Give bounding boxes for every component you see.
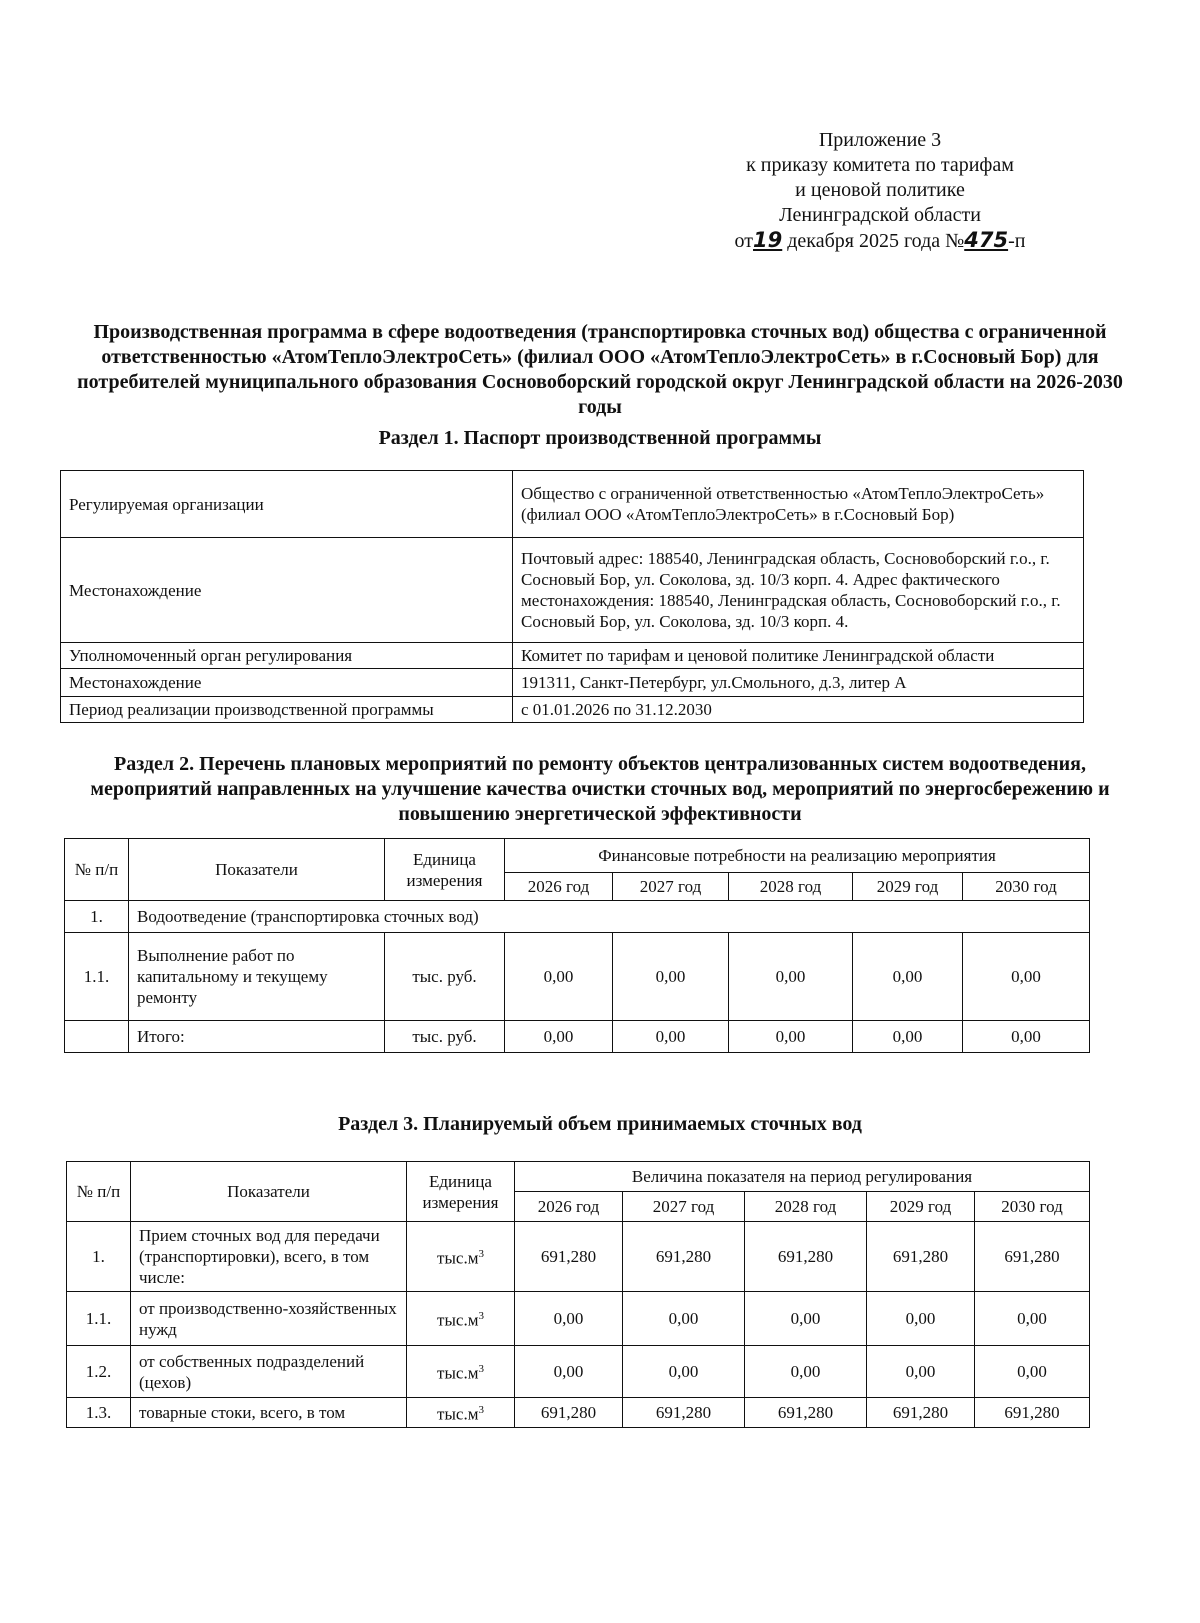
value-cell: 0,00 xyxy=(505,1021,613,1053)
value-cell: 691,280 xyxy=(745,1222,867,1292)
table-row xyxy=(61,643,1084,669)
handwritten-number: 475 xyxy=(964,228,1009,252)
unit-superscript: 3 xyxy=(478,1248,484,1261)
row-num: 1.1. xyxy=(65,933,129,1021)
unit-text: тыс.м xyxy=(437,1404,479,1424)
date-mid: декабря 2025 года № xyxy=(787,230,965,252)
col-header-year: 2030 год xyxy=(963,873,1090,901)
row-label: от производственно-хозяйственных нужд xyxy=(131,1292,407,1346)
passport-table xyxy=(60,470,1084,723)
col-header-num: № п/п xyxy=(67,1162,131,1222)
value-cell: 0,00 xyxy=(745,1292,867,1346)
value-cell: 0,00 xyxy=(729,1021,853,1053)
value-cell: 0,00 xyxy=(867,1346,975,1398)
value-cell: 0,00 xyxy=(853,1021,963,1053)
col-header-year: 2027 год xyxy=(613,873,729,901)
appendix-line: Ленинградской области xyxy=(779,204,981,226)
row-unit xyxy=(407,1346,515,1398)
value-cell: 691,280 xyxy=(623,1222,745,1292)
row-label: Выполнение работ по капитальному и текущему ремонту xyxy=(129,933,385,1021)
unit-superscript: 3 xyxy=(478,1363,484,1376)
row-label: Прием сточных вод для передачи (транспортировки), всего, в том числе: xyxy=(131,1222,407,1292)
row-unit: тыс. руб. xyxy=(385,1021,505,1053)
group-label: Водоотведение (транспортировка сточных вод) xyxy=(129,901,1090,933)
value-cell: 0,00 xyxy=(975,1292,1090,1346)
passport-label: Регулируемая организации xyxy=(61,471,513,538)
table-row xyxy=(67,1346,1090,1398)
row-label: Итого: xyxy=(129,1021,385,1053)
row-num: 1.3. xyxy=(67,1398,131,1428)
col-header-year: 2027 год xyxy=(623,1192,745,1222)
unit-text: тыс.м xyxy=(437,1363,479,1383)
appendix-line: и ценовой политике xyxy=(795,179,965,201)
section1-heading: Раздел 1. Паспорт производственной программы xyxy=(378,427,822,449)
value-cell: 0,00 xyxy=(623,1292,745,1346)
col-header-year: 2026 год xyxy=(515,1192,623,1222)
group-row xyxy=(65,901,1090,933)
passport-label: Уполномоченный орган регулирования xyxy=(61,643,513,669)
order-date-line xyxy=(690,228,1070,254)
appendix-line: Приложение 3 xyxy=(818,129,942,151)
table-row xyxy=(61,697,1084,723)
row-num: 1.1. xyxy=(67,1292,131,1346)
table-row xyxy=(65,933,1090,1021)
col-header-year: 2029 год xyxy=(853,873,963,901)
value-cell: 0,00 xyxy=(623,1346,745,1398)
col-header-indicator: Показатели xyxy=(131,1162,407,1222)
value-cell: 691,280 xyxy=(867,1222,975,1292)
passport-value: Общество с ограниченной ответственностью «АтомТеплоЭлектроСеть» (филиал ООО «АтомТеплоЭлектроСеть» в г.Сосновый Бор) xyxy=(513,471,1084,538)
unit-superscript: 3 xyxy=(478,1310,484,1323)
row-num xyxy=(65,1021,129,1053)
value-cell: 0,00 xyxy=(613,1021,729,1053)
unit-text: тыс.м xyxy=(437,1248,479,1268)
col-header-year: 2030 год xyxy=(975,1192,1090,1222)
col-header-unit: Единица измерения xyxy=(385,839,505,901)
row-num: 1. xyxy=(65,901,129,933)
appendix-header xyxy=(690,128,1070,254)
col-header-year: 2026 год xyxy=(505,873,613,901)
row-unit xyxy=(407,1222,515,1292)
passport-label: Местонахождение xyxy=(61,669,513,697)
row-num: 1.2. xyxy=(67,1346,131,1398)
repair-measures-table xyxy=(64,838,1090,1053)
total-row xyxy=(65,1021,1090,1053)
value-cell: 691,280 xyxy=(867,1398,975,1428)
value-cell: 0,00 xyxy=(867,1292,975,1346)
passport-label: Период реализации производственной программы xyxy=(61,697,513,723)
row-unit xyxy=(407,1292,515,1346)
table-row xyxy=(67,1398,1090,1428)
handwritten-day: 19 xyxy=(753,228,783,252)
col-header-group: Величина показателя на период регулирования xyxy=(515,1162,1090,1192)
value-cell: 0,00 xyxy=(729,933,853,1021)
row-num: 1. xyxy=(67,1222,131,1292)
table-row xyxy=(61,669,1084,697)
passport-value: Комитет по тарифам и ценовой политике Ленинградской области xyxy=(513,643,1084,669)
row-label: от собственных подразделений (цехов) xyxy=(131,1346,407,1398)
col-header-num: № п/п xyxy=(65,839,129,901)
appendix-line: к приказу комитета по тарифам xyxy=(746,154,1014,176)
value-cell: 0,00 xyxy=(975,1346,1090,1398)
unit-superscript: 3 xyxy=(478,1404,484,1417)
number-suffix: -п xyxy=(1008,230,1026,252)
value-cell: 0,00 xyxy=(963,1021,1090,1053)
value-cell: 691,280 xyxy=(515,1222,623,1292)
value-cell: 0,00 xyxy=(853,933,963,1021)
row-label: товарные стоки, всего, в том xyxy=(131,1398,407,1428)
wastewater-volume-table xyxy=(66,1161,1090,1428)
value-cell: 691,280 xyxy=(975,1222,1090,1292)
date-prefix: от xyxy=(734,230,754,252)
row-unit xyxy=(407,1398,515,1428)
col-header-year: 2029 год xyxy=(867,1192,975,1222)
col-header-unit: Единица измерения xyxy=(407,1162,515,1222)
table-row xyxy=(67,1292,1090,1346)
passport-value: 191311, Санкт-Петербург, ул.Смольного, д.3, литер А xyxy=(513,669,1084,697)
col-header-year: 2028 год xyxy=(729,873,853,901)
value-cell: 691,280 xyxy=(515,1398,623,1428)
value-cell: 0,00 xyxy=(963,933,1090,1021)
col-header-group: Финансовые потребности на реализацию мероприятия xyxy=(505,839,1090,873)
section2-heading: Раздел 2. Перечень плановых мероприятий по ремонту объектов централизованных систем водоотведения, мероприятий направленных на улучшение качества очистки сточных вод, мероприятий по энергосбережению и повышению энергетической эффективности xyxy=(90,753,1110,825)
passport-value: с 01.01.2026 по 31.12.2030 xyxy=(513,697,1084,723)
value-cell: 0,00 xyxy=(515,1346,623,1398)
header-row xyxy=(65,839,1090,873)
col-header-indicator: Показатели xyxy=(129,839,385,901)
value-cell: 691,280 xyxy=(745,1398,867,1428)
passport-label: Местонахождение xyxy=(61,538,513,643)
value-cell: 0,00 xyxy=(745,1346,867,1398)
value-cell: 0,00 xyxy=(613,933,729,1021)
value-cell: 691,280 xyxy=(623,1398,745,1428)
value-cell: 0,00 xyxy=(515,1292,623,1346)
value-cell: 691,280 xyxy=(975,1398,1090,1428)
section3-heading: Раздел 3. Планируемый объем принимаемых сточных вод xyxy=(338,1113,862,1135)
table-row xyxy=(61,538,1084,643)
value-cell: 0,00 xyxy=(505,933,613,1021)
header-row xyxy=(67,1162,1090,1192)
table-row xyxy=(61,471,1084,538)
table-row xyxy=(67,1222,1090,1292)
document-title: Производственная программа в сфере водоотведения (транспортировка сточных вод) общества с ограниченной ответственностью «АтомТеплоЭлектроСеть» (филиал ООО «АтомТеплоЭлектроСеть» в г.Сосновый Бор) для потребителей муниципального образования Сосновоборский городской округ Ленинградской области на 2026-2030 годы xyxy=(77,321,1123,418)
row-unit: тыс. руб. xyxy=(385,933,505,1021)
unit-text: тыс.м xyxy=(437,1310,479,1330)
passport-value: Почтовый адрес: 188540, Ленинградская область, Сосновоборский г.о., г. Сосновый Бор, ул. Соколова, зд. 10/3 корп. 4. Адрес фактического местонахождения: 188540, Ленинградская область, Сосновоборский г.о., г. Сосновый Бор, ул. Соколова, зд. 10/3 корп. 4. xyxy=(513,538,1084,643)
col-header-year: 2028 год xyxy=(745,1192,867,1222)
